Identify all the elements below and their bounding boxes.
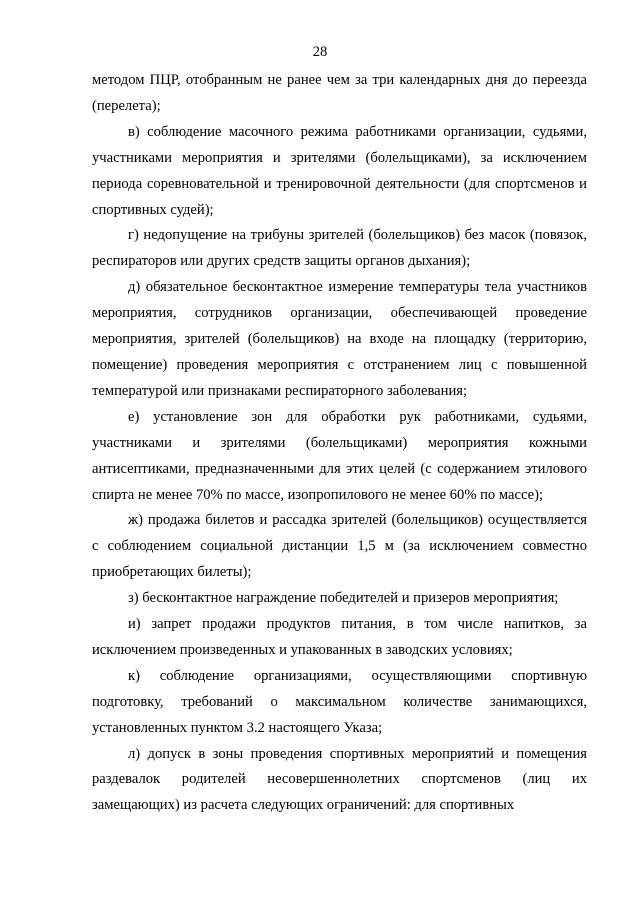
- paragraph: д) обязательное бесконтактное измерение температуры тела участников мероприятия, сотрудников организации, обеспечивающей проведение мероприятия, зрителей (болельщиков) на входе на площадку (территорию, помещение) проведения мероприятия с отстранением лиц с повышенной температурой или признаками респираторного заболевания;: [92, 279, 587, 399]
- page-number: 28: [312, 44, 328, 60]
- document-body: [92, 68, 587, 819]
- paragraph: к) соблюдение организациями, осуществляющими спортивную подготовку, требований о максимальном количестве занимающихся, установленных пунктом 3.2 настоящего Указа;: [92, 667, 587, 736]
- paragraph: л) допуск в зоны проведения спортивных мероприятий и помещения раздевалок родителей несовершеннолетних спортсменов (лиц их замещающих) из расчета следующих ограничений: для спортивных: [92, 745, 587, 814]
- paragraph: методом ПЦР, отобранным не ранее чем за три календарных дня до переезда (перелета);: [92, 72, 587, 114]
- paragraph: е) установление зон для обработки рук работниками, судьями, участниками и зрителями (болельщиками) мероприятия кожными антисептиками, предназначенными для этих целей (с содержанием этилового спирта не менее 70% по массе, изопропилового не менее 60% по массе);: [92, 408, 587, 503]
- paragraph: ж) продажа билетов и рассадка зрителей (болельщиков) осуществляется с соблюдением социальной дистанции 1,5 м (за исключением совместно приобретающих билеты);: [92, 512, 587, 581]
- paragraph: и) запрет продажи продуктов питания, в том числе напитков, за исключением произведенных и упакованных в заводских условиях;: [92, 616, 587, 658]
- paragraph: з) бесконтактное награждение победителей и призеров мероприятия;: [128, 590, 559, 607]
- paragraph: г) недопущение на трибуны зрителей (болельщиков) без масок (повязок, респираторов или других средств защиты органов дыхания);: [92, 227, 587, 270]
- paragraph: в) соблюдение масочного режима работниками организации, судьями, участниками мероприятия и зрителями (болельщиками), за исключением периода соревновательной и тренировочной деятельности (для спортсменов и спортивных судей);: [92, 123, 587, 218]
